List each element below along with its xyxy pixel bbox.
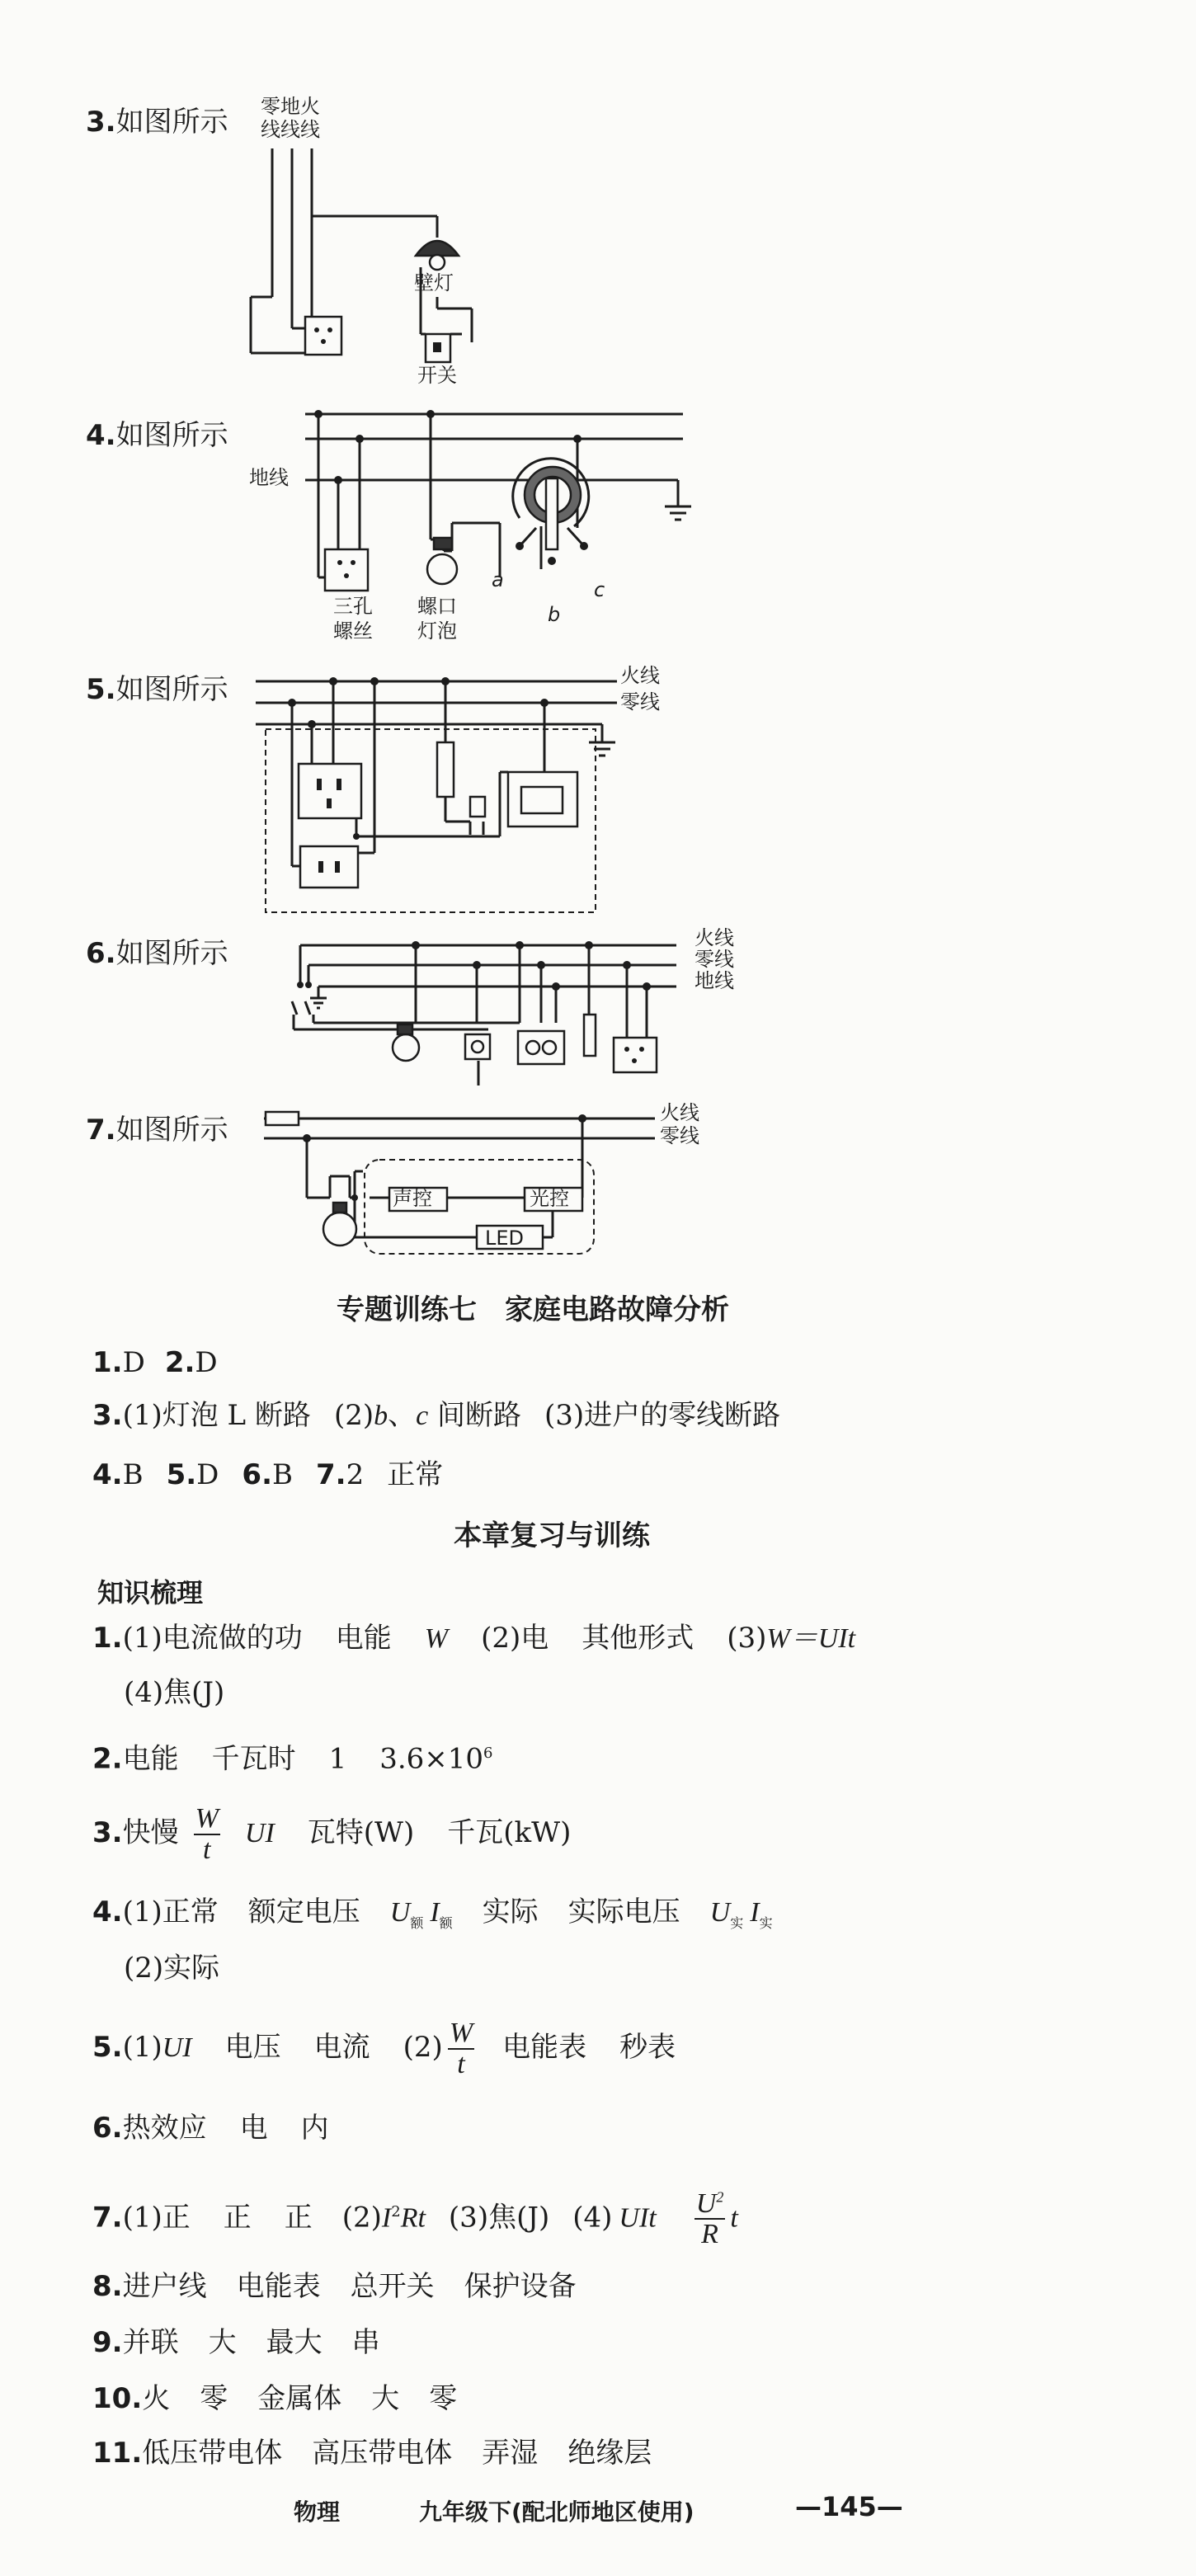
circuit-diagram-5: [247, 668, 643, 916]
bulb-label-2: 灯泡: [417, 619, 457, 643]
neutral-wire-label: 零线: [695, 948, 734, 971]
review-item-5: 5.(1)UI 电压 电流 (2) $\frac{W}{t}$ 电能表 秒表: [92, 2018, 676, 2079]
footer-grade: 九年级下(配北师地区使用): [419, 2498, 695, 2526]
question-number: 5.: [86, 673, 116, 706]
question-title: 如图所示: [115, 106, 228, 139]
answer-line-2: 3.(1)灯泡 L 断路 (2)b、c 间断路 (3)进户的零线断路: [92, 1399, 781, 1432]
question-title: 如图所示: [115, 419, 228, 452]
live-wire-label: 火线: [660, 1101, 699, 1124]
circuit-diagram-7: [256, 1105, 668, 1279]
fraction: $\frac{U^2}{R}$: [695, 2187, 724, 2250]
socket-label-1: 三孔: [333, 595, 373, 618]
wire-label: 零: [261, 95, 280, 118]
bulb-label-1: 螺口: [417, 595, 457, 618]
review-item-11: 11.低压带电体 高压带电体 弄湿 绝缘层: [92, 2437, 652, 2470]
wire-label: 地: [280, 95, 300, 118]
neutral-wire-label: 零线: [620, 690, 660, 713]
section-title-chapter-review: 本章复习与训练: [454, 1519, 650, 1552]
wire-label: 线: [280, 118, 300, 141]
question-title: 如图所示: [115, 937, 228, 970]
question-number: 4.: [86, 419, 116, 452]
question-title: 如图所示: [115, 1114, 228, 1147]
review-item-6: 6.热效应 电 内: [92, 2112, 329, 2145]
neutral-wire-label: 零线: [660, 1124, 699, 1147]
live-wire-label: 火线: [620, 664, 660, 687]
wire-label: 线: [300, 118, 320, 141]
sound-control-label: 声控: [393, 1187, 432, 1210]
review-item-7: 7.(1)正 正 正 $(2)I^2Rt$ (3)焦(J) (4) UIt $\frac{U^2}{R}$ t: [92, 2187, 738, 2250]
review-item-8: 8.进户线 电能表 总开关 保护设备: [92, 2270, 577, 2303]
review-item-4: 4.(1)正常 额定电压 $U_额$ $I_额$ 实际 实际电压 $U_实$ $I_实$: [92, 1896, 773, 1931]
ground-wire-label: 地线: [249, 466, 289, 489]
led-label: LED: [485, 1227, 525, 1250]
point-b-label: b: [548, 603, 561, 626]
section-title-fault-analysis: 专题训练七 家庭电路故障分析: [337, 1293, 729, 1326]
ground-wire-label: 地线: [695, 969, 734, 992]
wall-lamp-label: 壁灯: [414, 271, 454, 294]
answer-line-3: 4.B 5.D 6.B 7.2 正常: [92, 1458, 444, 1491]
point-c-label: c: [594, 578, 605, 601]
review-item-2: 2.电能 千瓦时 1 $3.6\times 10^6$: [92, 1742, 493, 1776]
point-a-label: a: [492, 568, 504, 591]
wire-label: 线: [261, 118, 280, 141]
page-number: —145—: [795, 2491, 903, 2522]
live-wire-label: 火线: [695, 926, 734, 949]
fraction: $\frac{W}{t}$: [449, 2018, 473, 2079]
light-control-label: 光控: [530, 1187, 569, 1210]
review-item-9: 9.并联 大 最大 串: [92, 2326, 380, 2359]
footer-subject: 物理: [294, 2498, 341, 2526]
review-item-3: 3.快慢 $\frac{W}{t}$ UI 瓦特(W) 千瓦(kW): [92, 1803, 572, 1865]
switch-label: 开关: [417, 364, 457, 387]
subsection-title: 知识梳理: [97, 1577, 204, 1608]
question-number: 6.: [86, 937, 116, 970]
review-item-1: 1.(1)电流做的功 电能 W (2)电 其他形式 (3)W＝UIt: [92, 1622, 856, 1655]
question-number: 7.: [86, 1114, 116, 1147]
circuit-diagram-6: [264, 932, 693, 1097]
circuit-diagram-3: [239, 140, 511, 388]
wire-label: 火: [300, 95, 320, 118]
review-item-1-cont: (4)焦(J): [124, 1676, 225, 1709]
answer-line-1: 1.D 2.D: [92, 1346, 218, 1379]
review-item-4-cont: (2)实际: [124, 1952, 220, 1985]
fraction: $\frac{W}{t}$: [195, 1803, 219, 1865]
question-title: 如图所示: [115, 673, 228, 706]
socket-label-2: 螺丝: [333, 619, 373, 643]
question-number: 3.: [86, 106, 116, 139]
review-item-10: 10.火 零 金属体 大 零: [92, 2382, 458, 2415]
